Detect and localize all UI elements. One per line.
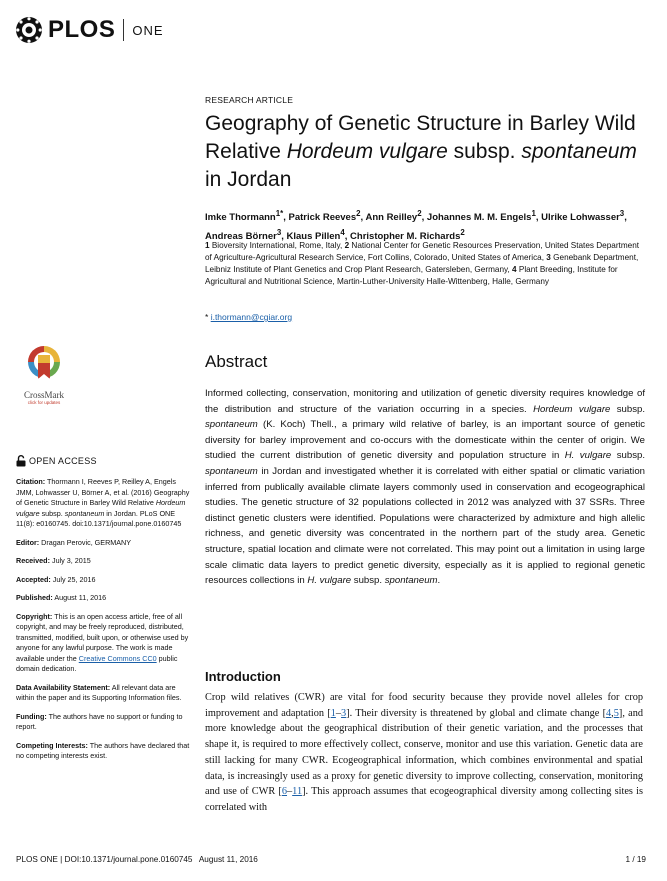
- open-lock-icon: [16, 455, 26, 467]
- abstract-heading: Abstract: [205, 352, 268, 371]
- reference-link[interactable]: 6: [281, 786, 288, 798]
- affiliations: 1 Bioversity International, Rome, Italy, 2 National Center for Genetic Resources Preservation, United States Department of Agriculture-Agricultural Research Service, Fort Collins, Colorado, United States of America, 3 Genebank Department, Leibniz Institute of Plant Genetics and Crop Plant Research, Gatersleben, Germany, 4 Plant Breeding, Institute for Agricultural and Nutritional Science, Martin-Luther-University Halle-Wittenberg, Halle, Germany: [205, 241, 640, 286]
- author[interactable]: Johannes M. M. Engels$^1$: [426, 209, 536, 224]
- open-access-text: OPEN ACCESS: [29, 455, 97, 466]
- article-info-sidebar: [16, 455, 194, 770]
- crossmark-sub: click for updates: [27, 400, 61, 405]
- plos-mark-icon: [14, 15, 44, 45]
- corresponding-star: *: [205, 312, 209, 322]
- reference-link[interactable]: 1: [330, 707, 336, 719]
- citation: Citation: Thormann I, Reeves P, Reilley A, Engels JMM, Lohwasser U, Börner A, et al. (2016) Geography of Genetic Structure in Barley Wild Relative Hordeum vulgare subsp. spontaneum in Jordan. PLoS ONE 11(8): e0160745. doi:10.1371/journal.pone.0160745: [16, 477, 190, 528]
- logo-one-text: ONE: [132, 22, 164, 38]
- funding: Funding: The authors have no support or funding to report.: [16, 711, 183, 731]
- reference-link[interactable]: 11: [292, 786, 303, 798]
- author[interactable]: Andreas Börner$^3$: [205, 228, 282, 243]
- copyright: Copyright: This is an open access article, free of all copyright, and may be freely reproduced, distributed, transmitted, modified, built upon, or otherwise used by anyone for any lawful purpose. The work is made available under the Creative Commons CC0 public domain dedication.: [16, 611, 189, 673]
- title-text: Geography of Genetic Structure in Barley Wild Relative: [205, 112, 636, 163]
- crossmark-badge[interactable]: [14, 345, 74, 405]
- article-type: RESEARCH ARTICLE: [205, 95, 294, 105]
- author[interactable]: Imke Thormann$^{1*}$: [205, 209, 284, 224]
- title-text: in Jordan: [205, 168, 292, 191]
- abstract-body: Informed collecting, conservation, monitoring and utilization of genetic diversity requires knowledge of the distribution and structure of the variation occurring in a species. Hordeum vulgare subsp. spontaneum (K. Koch) Thell., a primary wild relative of barley, is an important source of genetic diversity for barley improvement and co-occurs with the domesticate within the center of origin. We studied the current distribution of genetic diversity and population structure in H. vulgare subsp. spontaneum in Jordan and investigated whether it is correlated with either spatial or climatic variation inferred from publically available climate layers commonly used in conservation and ecogeographical studies. The genetic structure of 32 populations collected in 2012 was analyzed with 37 SSRs. Three distinct genetic clusters were identified. Populations were characterized by admixture and high allelic richness, and genetic diversity was concentrated in the northern part of the study area. Genetic structure, spatial location and climate were not correlated. This may point out a limitation in using large scale climatic data layers to predict genetic diversity, especially as it is applied to regional genetic resources collections in H. vulgare subsp. spontaneum.: [205, 388, 646, 587]
- title-subspecies: spontaneum: [521, 140, 637, 163]
- crossmark-icon: [27, 345, 61, 385]
- introduction-body: Crop wild relatives (CWR) are vital for food security because they provide novel alleles for crop improvement and adaptation [1–3]. Their diversity is threatened by global and climate change [4,5], and more knowledge about the geographical distribution of their genetic variation, and the processes that shape it, is required to more effectively collect, conserve, monitor and use this variation. Genetic data are still lacking for many CWR. Ecogeographical information, which combines environmental and spatial data, is increasingly used as a proxy for genetic diversity to improve collecting, conservation, monitoring and use of CWR [6–11]. This approach assumes that ecogeographical diversity among collecting sites is correlated with: [205, 692, 643, 813]
- reference-link[interactable]: 3: [341, 707, 347, 719]
- footer-citation: PLOS ONE | DOI:10.1371/journal.pone.0160745 August 11, 2016: [16, 855, 258, 864]
- introduction-heading: Introduction: [205, 669, 281, 684]
- logo-divider: [123, 19, 124, 41]
- reference-link[interactable]: 5: [613, 707, 619, 719]
- open-access-badge: [16, 455, 194, 467]
- crossmark-label: CrossMark: [24, 390, 64, 400]
- competing-interests: Competing Interests: The authors have declared that no competing interests exist.: [16, 740, 190, 760]
- editor: Editor: Dragan Perovic, GERMANY: [16, 537, 132, 547]
- author[interactable]: Patrick Reeves$^2$: [288, 209, 361, 224]
- plos-one-logo[interactable]: [14, 14, 164, 46]
- title-text: subsp.: [447, 140, 522, 163]
- page-number: 1 / 19: [625, 855, 646, 864]
- corresponding-author: [205, 312, 292, 322]
- cc0-license-link[interactable]: Creative Commons CC0: [78, 653, 157, 663]
- logo-plos-text: PLOS: [48, 16, 116, 43]
- data-availability: Data Availability Statement: All relevant data are within the paper and its Supporting Information files.: [16, 682, 182, 702]
- author[interactable]: Ann Reilley$^2$: [365, 209, 422, 224]
- author-list: Imke Thormann$^{1*}$, Patrick Reeves$^2$, Ann Reilley$^2$, Johannes M. M. Engels$^1$, Ulrike Lohwasser$^3$, Andreas Börner$^3$, Klaus Pillen$^4$, Christopher M. Richards$^2$: [205, 209, 627, 243]
- author[interactable]: Klaus Pillen$^4$: [286, 228, 345, 243]
- received-date: Received: July 3, 2015: [16, 556, 91, 565]
- reference-link[interactable]: 4: [606, 707, 612, 719]
- published-date: Published: August 11, 2016: [16, 593, 107, 602]
- page-footer: [16, 855, 646, 864]
- corresponding-email-link[interactable]: i.thormann@cgiar.org: [210, 312, 293, 322]
- author[interactable]: Ulrike Lohwasser$^3$: [541, 209, 625, 224]
- author[interactable]: Christopher M. Richards$^2$: [350, 228, 465, 243]
- article-title: [205, 110, 645, 194]
- accepted-date: Accepted: July 25, 2016: [16, 574, 96, 584]
- title-species: Hordeum vulgare: [286, 140, 448, 163]
